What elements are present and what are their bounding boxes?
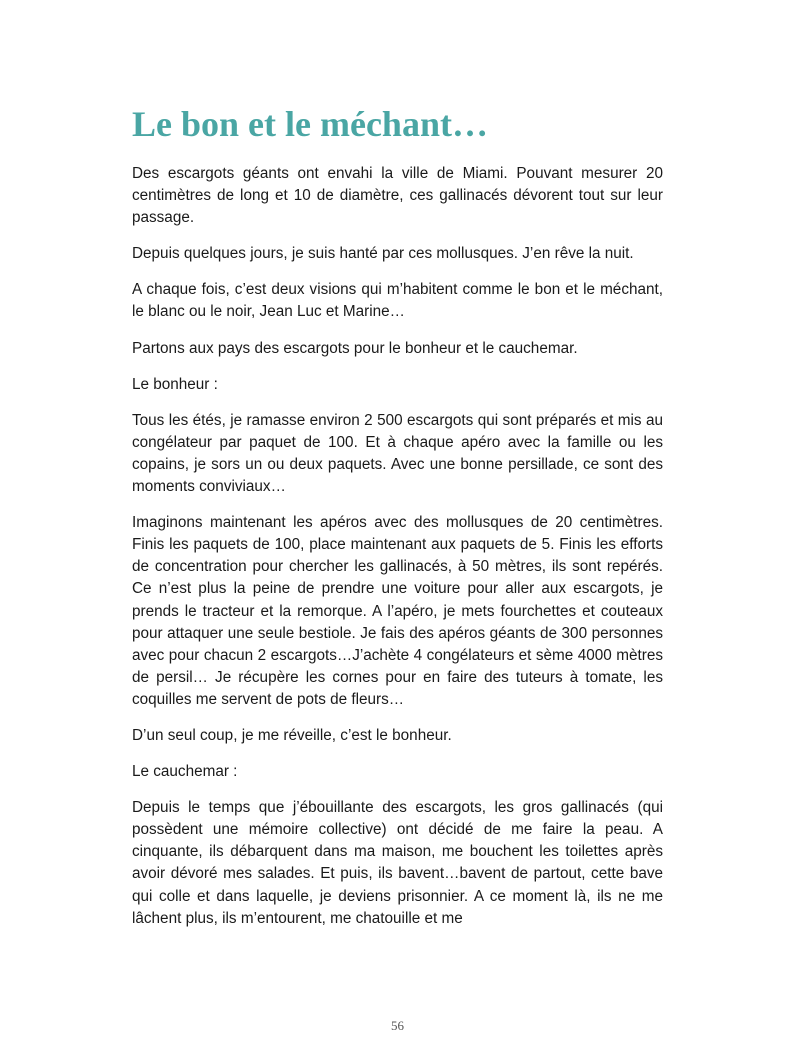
section-heading-cauchemar: Le cauchemar :	[132, 763, 238, 781]
paragraph: D’un seul coup, je me réveille, c’est le bonheur.	[132, 726, 452, 744]
paragraph: Des escargots géants ont envahi la ville de Miami. Pouvant mesurer 20 centimètres de long et 10 de diamètre, ces gallinacés dévorent tout sur leur passage.	[132, 165, 663, 227]
page-number: 56	[391, 1018, 404, 1033]
body-text	[132, 163, 663, 944]
page-title: Le bon et le méchant…	[132, 104, 488, 144]
section-heading-bonheur: Le bonheur :	[132, 375, 218, 393]
paragraph: Partons aux pays des escargots pour le bonheur et le cauchemar.	[132, 339, 578, 357]
paragraph: A chaque fois, c’est deux visions qui m’habitent comme le bon et le méchant, le blanc ou le noir, Jean Luc et Marine…	[132, 281, 663, 321]
paragraph: Depuis le temps que j’ébouillante des escargots, les gros gallinacés (qui possèdent une mémoire collective) ont décidé de me faire la peau. A cinquante, ils débarquent dans ma maison, me bouchent les toilettes après avoir dévoré mes salades. Et puis, ils bavent…bavent de partout, cette bave qui colle et dans laquelle, je deviens prisonnier. A ce moment là, ils ne me lâchent plus, ils m’entourent, me chatouille et me	[132, 799, 663, 927]
paragraph: Tous les étés, je ramasse environ 2 500 escargots qui sont préparés et mis au congélateur par paquet de 100. Et à chaque apéro avec la famille ou les copains, je sors un ou deux paquets. Avec une bonne persillade, ce sont des moments conviviaux…	[132, 411, 663, 496]
paragraph: Imaginons maintenant les apéros avec des mollusques de 20 centimètres. Finis les paquets de 100, place maintenant aux paquets de 5. Finis les efforts de concentration pour chercher les gallinacés, à 50 mètres, ils sont repérés. Ce n’est plus la peine de prendre une voiture pour aller aux escargots, je prends le tracteur et la remorque. A l’apéro, je mets fourchettes et couteaux pour attaquer une seule bestiole. Je fais des apéros géants de 300 personnes avec pour chacun 2 escargots…J’achète 4 congélateurs et sème 4000 mètres de persil… Je récupère les cornes pour en faire des tuteurs à tomate, les coquilles me servent de pots de fleurs…	[132, 514, 663, 708]
paragraph: Depuis quelques jours, je suis hanté par ces mollusques. J’en rêve la nuit.	[132, 245, 634, 263]
